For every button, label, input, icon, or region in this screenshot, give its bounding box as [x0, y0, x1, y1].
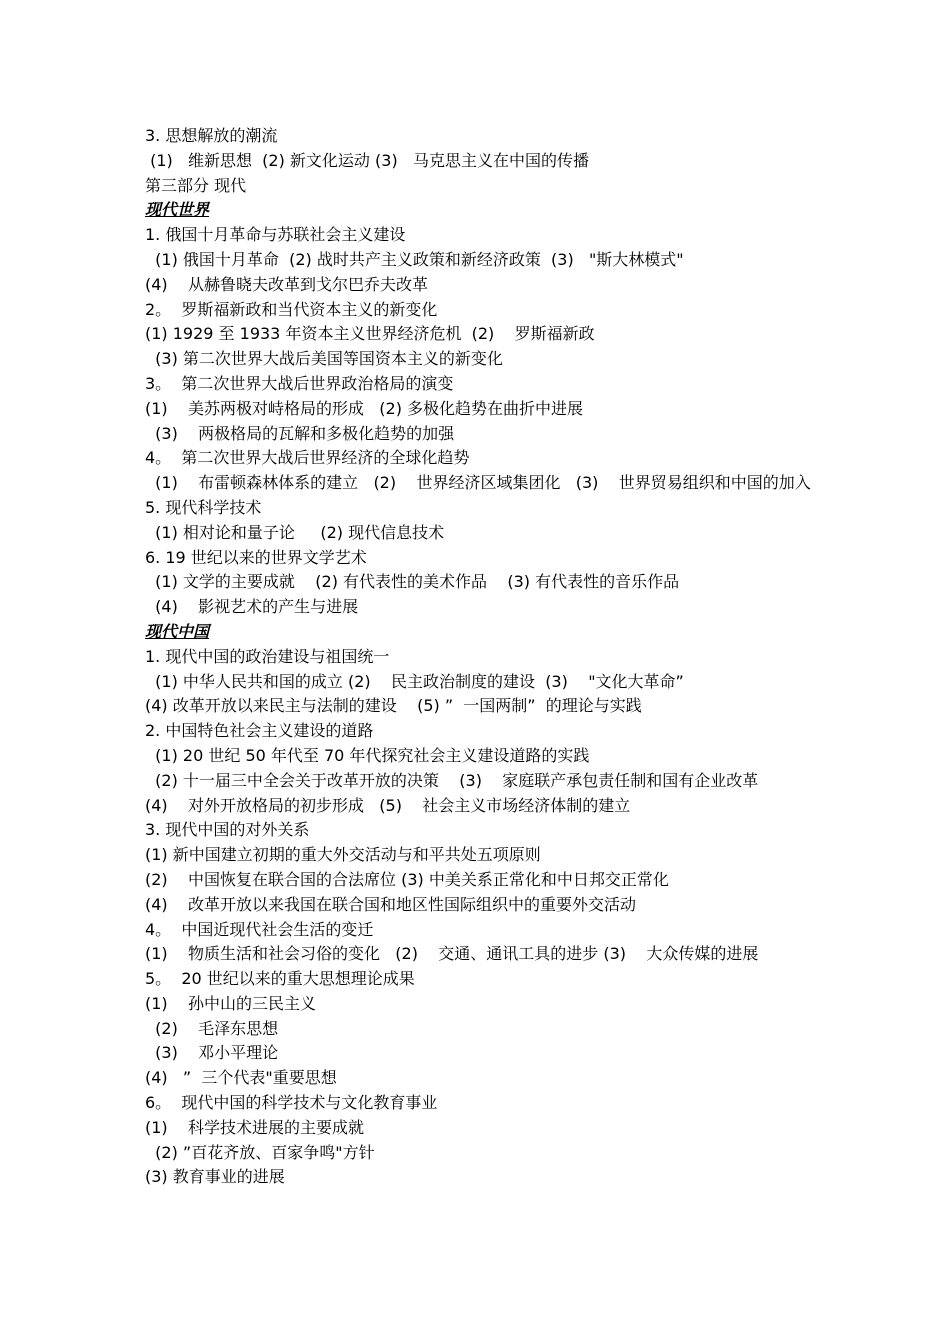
outline-item: 5. 现代科学技术 [145, 497, 262, 517]
section-heading: 现代世界 [145, 200, 210, 220]
outline-item: 6。 现代中国的科学技术与文化教育事业 [145, 1093, 438, 1113]
outline-subitems: (4) 影视艺术的产生与进展 [145, 597, 359, 617]
outline-subitems: (1) 维新思想 (2) 新文化运动 (3) 马克思主义在中国的传播 [145, 150, 589, 170]
outline-item: 2. 中国特色社会主义建设的道路 [145, 721, 374, 741]
outline-subitems: (2) ”百花齐放、百家争鸣"方针 [145, 1142, 375, 1162]
outline-subitems: (4) 对外开放格局的初步形成 (5) 社会主义市场经济体制的建立 [145, 795, 631, 815]
outline-subitems: (3) 教育事业的进展 [145, 1167, 285, 1187]
outline-subitems: (1) 相对论和量子论 (2) 现代信息技术 [145, 522, 445, 542]
outline-item: 2。 罗斯福新政和当代资本主义的新变化 [145, 299, 438, 319]
outline-item: 6. 19 世纪以来的世界文学艺术 [145, 547, 367, 567]
outline-item: 3. 现代中国的对外关系 [145, 820, 310, 840]
outline-subitems: (2) 中国恢复在联合国的合法席位 (3) 中美关系正常化和中日邦交正常化 [145, 869, 669, 889]
outline-subitems: (1) 俄国十月革命 (2) 战时共产主义政策和新经济政策 (3) "斯大林模式" [145, 249, 684, 269]
outline-subitems: (1) 中华人民共和国的成立 (2) 民主政治制度的建设 (3) "文化大革命” [145, 671, 684, 691]
outline-subitems: (1) 物质生活和社会习俗的变化 (2) 交通、通讯工具的进步 (3) 大众传媒的进展 [145, 944, 759, 964]
outline-subitems: (3) 第二次世界大战后美国等国资本主义的新变化 [145, 349, 503, 369]
outline-subitems: (1) 文学的主要成就 (2) 有代表性的美术作品 (3) 有代表性的音乐作品 [145, 572, 680, 592]
outline-subitems: (3) 两极格局的瓦解和多极化趋势的加强 [145, 423, 455, 443]
document-body [145, 124, 825, 1190]
outline-subitems: (1) 布雷顿森林体系的建立 (2) 世界经济区域集团化 (3) 世界贸易组织和中国的加入 [145, 473, 811, 493]
section-heading: 现代中国 [145, 621, 210, 641]
outline-item: 3. 思想解放的潮流 [145, 126, 278, 145]
outline-item: 5。 20 世纪以来的重大思想理论成果 [145, 969, 415, 989]
outline-subitems: (1) 美苏两极对峙格局的形成 (2) 多极化趋势在曲折中进展 [145, 398, 584, 418]
outline-item: 3。 第二次世界大战后世界政治格局的演变 [145, 373, 454, 393]
outline-item: 4。 中国近现代社会生活的变迁 [145, 919, 374, 939]
outline-subitems: (4) 改革开放以来民主与法制的建设 (5) ” 一国两制” 的理论与实践 [145, 696, 642, 716]
part-title: 第三部分 现代 [145, 175, 247, 195]
outline-subitems: (2) 十一届三中全会关于改革开放的决策 (3) 家庭联产承包责任制和国有企业改革 [145, 770, 759, 790]
outline-subitems: (1) 科学技术进展的主要成就 [145, 1117, 365, 1137]
outline-subitems: (3) 邓小平理论 [145, 1043, 279, 1063]
outline-item: 1. 俄国十月革命与苏联社会主义建设 [145, 225, 406, 245]
outline-item: 1. 现代中国的政治建设与祖国统一 [145, 646, 390, 666]
outline-subitems: (4) ” 三个代表"重要思想 [145, 1068, 337, 1088]
outline-subitems: (4) 从赫鲁晓夫改革到戈尔巴乔夫改革 [145, 274, 429, 294]
outline-subitems: (4) 改革开放以来我国在联合国和地区性国际组织中的重要外交活动 [145, 894, 637, 914]
outline-subitems: (1) 新中国建立初期的重大外交活动与和平共处五项原则 [145, 845, 541, 865]
outline-subitems: (1) 20 世纪 50 年代至 70 年代探究社会主义建设道路的实践 [145, 745, 590, 765]
outline-item: 4。 第二次世界大战后世界经济的全球化趋势 [145, 448, 470, 468]
outline-subitems: (1) 1929 至 1933 年资本主义世界经济危机 (2) 罗斯福新政 [145, 324, 595, 344]
outline-subitems: (2) 毛泽东思想 [145, 1018, 279, 1038]
outline-subitems: (1) 孙中山的三民主义 [145, 993, 317, 1013]
